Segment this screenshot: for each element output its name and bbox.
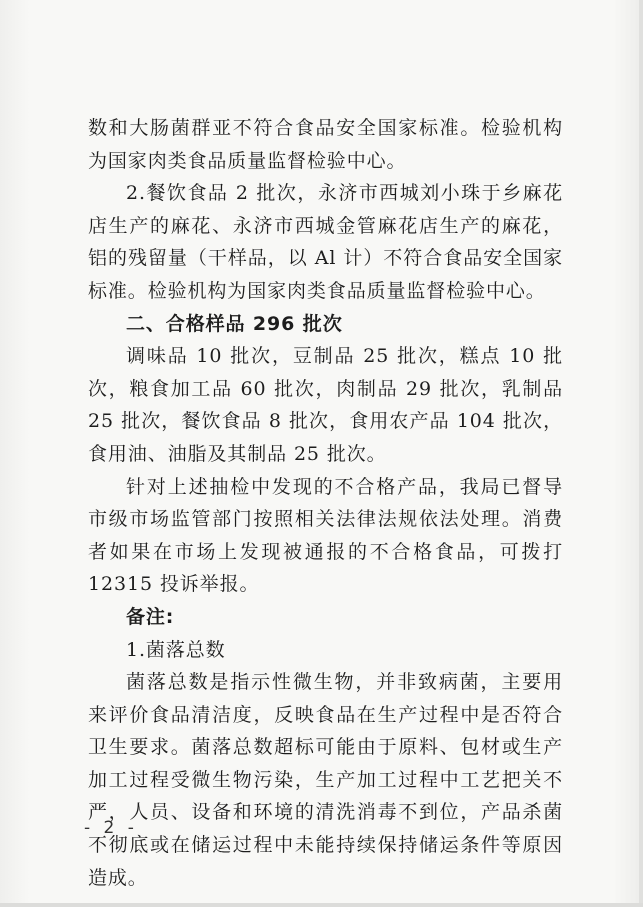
note-1-title: 1.菌落总数 xyxy=(126,638,226,661)
paragraph-continuation: 数和大肠菌群亚不符合食品安全国家标准。检验机构为国家肉类食品质量监督检验中心。 xyxy=(88,117,563,172)
section-heading-qualified: 二、合格样品 296 批次 xyxy=(126,312,343,335)
scan-edge-bottom xyxy=(0,903,643,907)
notes-heading: 备注: xyxy=(126,605,175,628)
paragraph-catering-food: 2.餐饮食品 2 批次，永济市西城刘小珠于乡麻花店生产的麻花、永济市西城金管麻花店生产的麻花，铝的残留量（干样品，以 Al 计）不符合食品安全国家标准。检验机构为国家肉类食品质量监督检验中心。 xyxy=(88,182,563,302)
page-number: - 2 - xyxy=(84,818,138,838)
paragraph-colony-count: 菌落总数是指示性微生物，并非致病菌，主要用来评价食品清洁度，反映食品在生产过程中是否符合卫生要求。菌落总数超标可能由于原料、包材或生产加工过程受微生物污染，生产加工过程中工艺把关不严，人员、设备和环境的清洗消毒不到位，产品杀菌不彻底或在储运过程中未能持续保持储运条件等原因造成。 xyxy=(88,671,563,889)
document-body xyxy=(88,112,563,894)
paragraph-handling: 针对上述抽检中发现的不合格产品，我局已督导市级市场监管部门按照相关法律法规依法处理。消费者如果在市场上发现被通报的不合格食品，可拨打 12315 投诉举报。 xyxy=(88,475,563,596)
scan-edge-right xyxy=(639,0,643,907)
paragraph-qualified-list: 调味品 10 批次，豆制品 25 批次，糕点 10 批次，粮食加工品 60 批次，肉制品 29 批次，乳制品 25 批次，餐饮食品 8 批次，食用农产品 104 批次，食用油、油脂及其制品 25 批次。 xyxy=(88,345,563,465)
